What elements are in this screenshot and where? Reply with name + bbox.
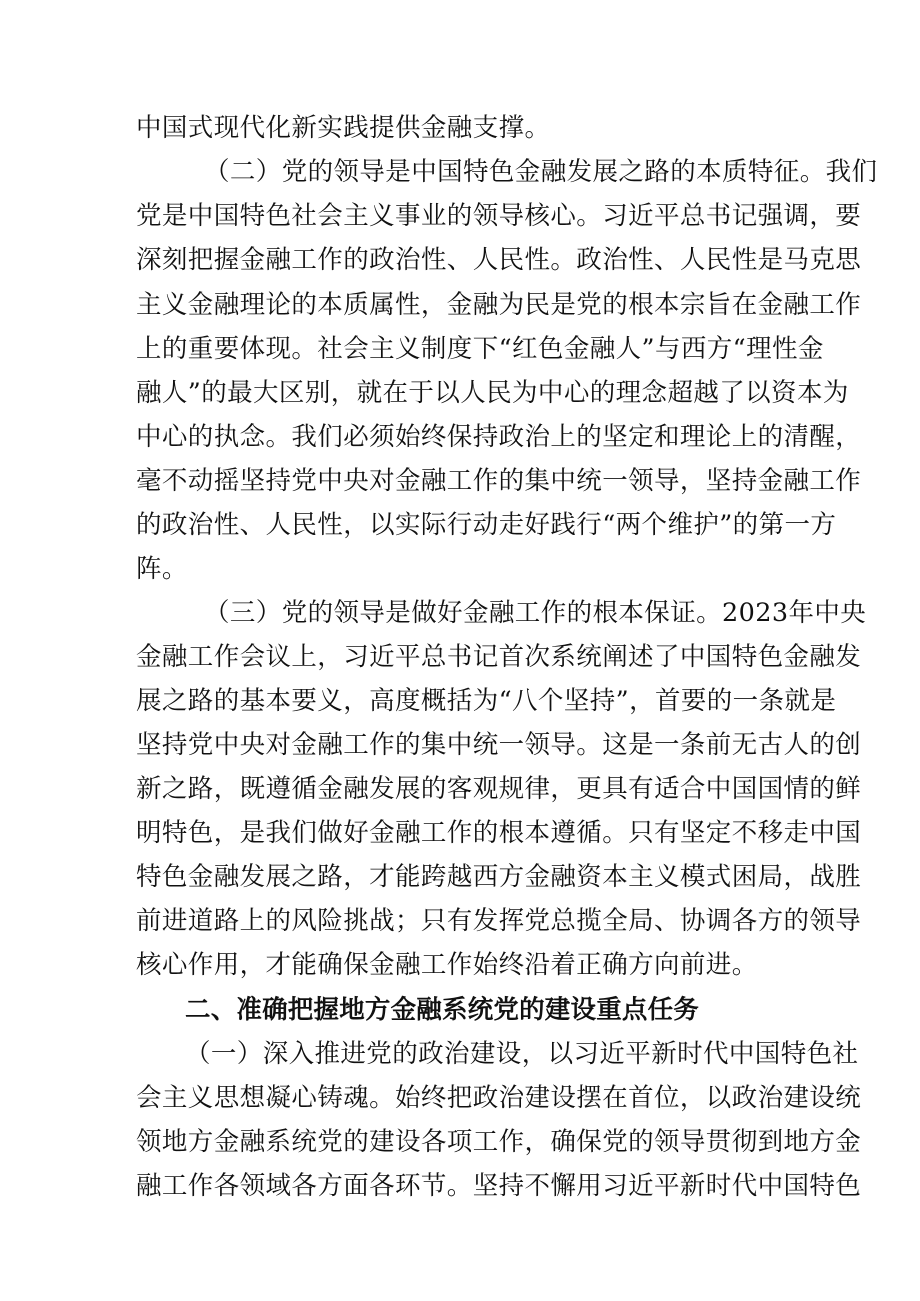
text-line: 金融工作会议上，习近平总书记首次系统阐述了中国特色金融发: [136, 642, 862, 672]
text-line: 阵。: [136, 554, 188, 584]
text-line: 新之路，既遵循金融发展的客观规律，更具有适合中国国情的鲜: [136, 774, 862, 804]
text-line: 展之路的基本要义，高度概括为“八个坚持”，首要的一条就是: [136, 686, 837, 716]
paragraph-start-line: （三）党的领导是做好金融工作的根本保证。2023年中央: [204, 598, 867, 628]
paragraph-start-line: （一）深入推进党的政治建设，以习近平新时代中国特色社: [185, 1039, 859, 1069]
text-line: 特色金融发展之路，才能跨越西方金融资本主义模式困局，战胜: [136, 862, 862, 892]
text-line: 中心的执念。我们必须始终保持政治上的坚定和理论上的清醒，: [136, 422, 862, 452]
paragraph-start-line: （二）党的领导是中国特色金融发展之路的本质特征。我们: [204, 157, 878, 187]
text-line: 中国式现代化新实践提供金融支撑。: [136, 113, 551, 143]
text-line: 核心作用，才能确保金融工作始终沿着正确方向前进。: [136, 950, 758, 980]
text-line: 毫不动摇坚持党中央对金融工作的集中统一领导，坚持金融工作: [136, 466, 862, 496]
text-line: 会主义思想凝心铸魂。始终把政治建设摆在首位，以政治建设统: [136, 1083, 862, 1113]
text-line: 深刻把握金融工作的政治性、人民性。政治性、人民性是马克思: [136, 245, 862, 275]
text-line: 主义金融理论的本质属性，金融为民是党的根本宗旨在金融工作: [136, 290, 862, 320]
text-line: 的政治性、人民性，以实际行动走好践行“两个维护”的第一方: [136, 510, 837, 540]
text-line: 前进道路上的风险挑战；只有发挥党总揽全局、协调各方的领导: [136, 906, 862, 936]
text-line: 融人”的最大区别，就在于以人民为中心的理念超越了以资本为: [136, 378, 849, 408]
text-line: 上的重要体现。社会主义制度下“红色金融人”与西方“理性金: [136, 334, 824, 364]
text-line: 融工作各领域各方面各环节。坚持不懈用习近平新时代中国特色: [136, 1171, 862, 1201]
section-heading: 二、准确把握地方金融系统党的建设重点任务: [185, 995, 700, 1025]
text-line: 坚持党中央对金融工作的集中统一领导。这是一条前无古人的创: [136, 730, 862, 760]
text-line: 领地方金融系统党的建设各项工作，确保党的领导贯彻到地方金: [136, 1127, 862, 1157]
text-line: 明特色，是我们做好金融工作的根本遵循。只有坚定不移走中国: [136, 818, 862, 848]
text-line: 党是中国特色社会主义事业的领导核心。习近平总书记强调，要: [136, 201, 862, 231]
